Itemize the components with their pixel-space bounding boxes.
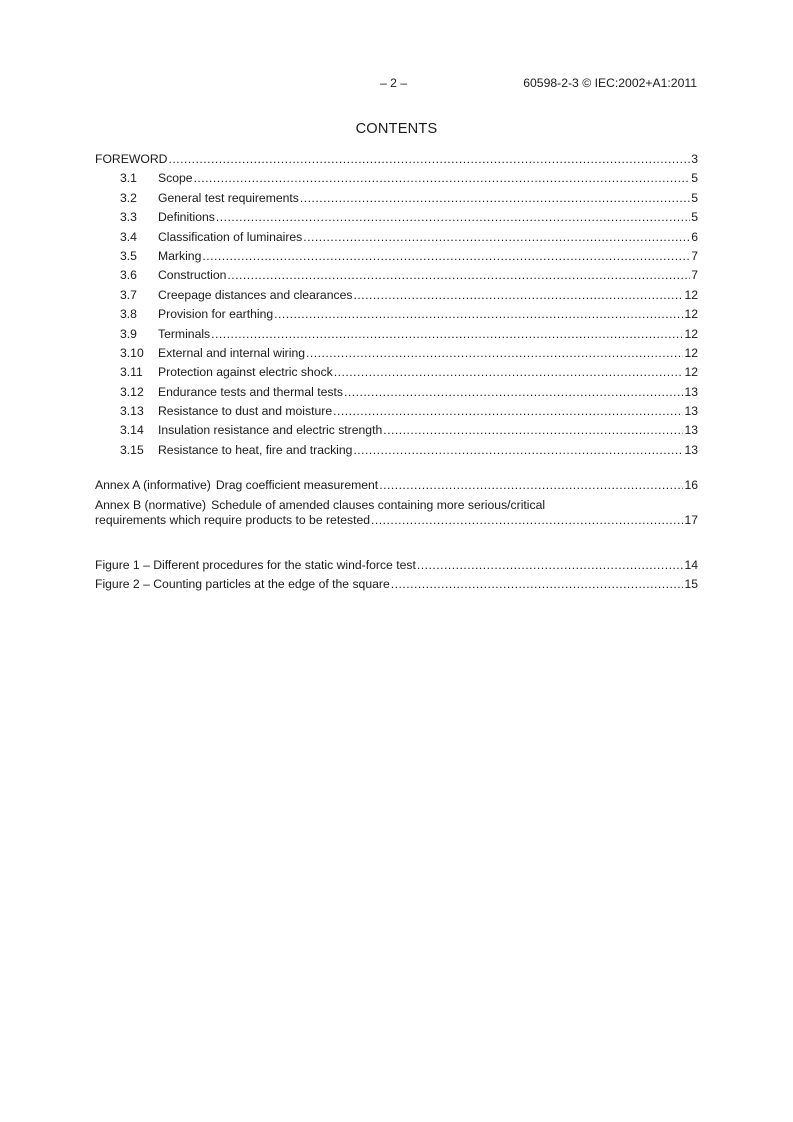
toc-entry-page: 7 xyxy=(691,248,698,263)
toc-entry-page: 13 xyxy=(684,384,698,399)
toc-entry-title: FOREWORD xyxy=(95,152,168,166)
toc-entry-title: Protection against electric shock xyxy=(158,365,333,380)
toc-entry-page: 13 xyxy=(684,442,698,457)
toc-entry-title: Resistance to heat, fire and tracking xyxy=(158,442,353,457)
toc-entry-page: 12 xyxy=(684,326,698,341)
toc-entry[interactable] xyxy=(95,365,698,384)
toc-entry-page: 12 xyxy=(684,287,698,302)
clause-number: 3.9 xyxy=(120,326,137,341)
clause-number: 3.15 xyxy=(120,442,144,457)
dot-leader xyxy=(344,385,683,400)
dot-leader xyxy=(333,404,683,419)
toc-entry[interactable] xyxy=(95,346,698,365)
toc-entry[interactable] xyxy=(95,385,698,404)
toc-entry-title: Provision for earthing xyxy=(158,307,274,322)
toc-entry-title: External and internal wiring xyxy=(158,345,306,360)
page-header xyxy=(0,76,793,92)
page-number: – 2 – xyxy=(380,76,408,90)
toc-entry[interactable] xyxy=(95,307,698,326)
table-of-contents xyxy=(95,152,698,596)
toc-entry-page: 14 xyxy=(684,557,698,572)
toc-entry-page: 13 xyxy=(684,423,698,438)
toc-entry-page: 13 xyxy=(684,404,698,419)
toc-entry[interactable] xyxy=(95,268,698,287)
dot-leader xyxy=(353,288,683,303)
toc-entry-title: General test requirements xyxy=(158,190,299,205)
spacer xyxy=(95,536,698,558)
toc-entry-figure[interactable] xyxy=(95,558,698,577)
toc-entry[interactable] xyxy=(95,171,698,190)
toc-entry-page: 5 xyxy=(691,210,698,225)
toc-entry-annex-a[interactable] xyxy=(95,478,698,497)
dot-leader xyxy=(353,443,683,458)
dot-leader xyxy=(227,268,690,283)
toc-entry[interactable] xyxy=(95,230,698,249)
toc-entry-title: Endurance tests and thermal tests xyxy=(158,384,343,399)
toc-entry-page: 6 xyxy=(691,229,698,244)
clause-number: 3.13 xyxy=(120,404,144,419)
toc-entry-title: Construction xyxy=(158,268,227,283)
toc-entry[interactable] xyxy=(95,191,698,210)
dot-leader xyxy=(303,230,690,245)
toc-entry-title: Figure 1 – Different procedures for the static wind-force test xyxy=(95,557,416,572)
toc-entry-page: 16 xyxy=(684,478,698,493)
clause-number: 3.8 xyxy=(120,307,137,322)
dot-leader xyxy=(194,171,691,186)
toc-entry-page: 3 xyxy=(691,152,698,166)
toc-entry[interactable] xyxy=(95,404,698,423)
toc-entry-title: Drag coefficient measurement xyxy=(215,478,379,493)
clause-number: 3.10 xyxy=(120,345,144,360)
dot-leader xyxy=(168,152,690,167)
toc-entry-title: Creepage distances and clearances xyxy=(158,287,353,302)
toc-entry-page: 17 xyxy=(684,512,698,527)
dot-leader xyxy=(391,577,684,592)
toc-entry-annex-b[interactable] xyxy=(95,498,698,536)
toc-entry-foreword[interactable] xyxy=(95,152,698,171)
toc-entry-page: 5 xyxy=(691,190,698,205)
clause-number: 3.2 xyxy=(120,190,137,205)
dot-leader xyxy=(211,327,683,342)
toc-entry-page: 12 xyxy=(684,345,698,360)
dot-leader xyxy=(383,423,683,438)
toc-entry[interactable] xyxy=(95,249,698,268)
standard-reference: 60598-2-3 © IEC:2002+A1:2011 xyxy=(523,76,697,90)
dot-leader xyxy=(202,249,690,264)
toc-entry[interactable] xyxy=(95,327,698,346)
dot-leader xyxy=(300,191,690,206)
clause-number: 3.4 xyxy=(120,229,137,244)
dot-leader xyxy=(306,346,683,361)
clause-number: 3.12 xyxy=(120,384,144,399)
toc-entry-title: Classification of luminaires xyxy=(158,229,303,244)
toc-entry-page: 7 xyxy=(691,268,698,283)
toc-entry-title: Marking xyxy=(158,248,202,263)
clause-number: 3.7 xyxy=(120,287,137,302)
toc-entry-title-line2: requirements which require products to be retested xyxy=(95,512,371,527)
toc-entry-title: Definitions xyxy=(158,210,215,225)
toc-entry-figure[interactable] xyxy=(95,577,698,596)
clause-number: 3.11 xyxy=(120,365,143,380)
toc-entry[interactable] xyxy=(95,288,698,307)
toc-entry[interactable] xyxy=(95,210,698,229)
toc-entry[interactable] xyxy=(95,423,698,442)
toc-entry-title: Terminals xyxy=(158,326,211,341)
spacer xyxy=(95,462,698,478)
annex-label: Annex B (normative) xyxy=(95,497,207,512)
dot-leader xyxy=(417,558,684,573)
dot-leader xyxy=(334,365,684,380)
dot-leader xyxy=(216,210,690,225)
toc-entry-page: 15 xyxy=(684,577,698,592)
toc-entry-title: Scope xyxy=(158,171,193,186)
toc-entry-title: Resistance to dust and moisture xyxy=(158,404,333,419)
toc-entry-page: 12 xyxy=(684,307,698,322)
clause-number: 3.3 xyxy=(120,210,137,225)
toc-entry-title: Figure 2 – Counting particles at the edge of the square xyxy=(95,577,390,592)
clause-number: 3.5 xyxy=(120,248,137,263)
page-title: CONTENTS xyxy=(355,121,438,137)
clause-number: 3.14 xyxy=(120,423,144,438)
toc-entry-title: Insulation resistance and electric strength xyxy=(158,423,383,438)
toc-entry-title-line1: Schedule of amended clauses containing more serious/critical xyxy=(211,497,546,512)
toc-entry[interactable] xyxy=(95,443,698,462)
toc-entry-page: 5 xyxy=(691,171,698,186)
annex-label: Annex A (informative) xyxy=(95,478,211,493)
dot-leader xyxy=(379,478,683,493)
dot-leader xyxy=(371,513,683,528)
dot-leader xyxy=(274,307,683,322)
clause-number: 3.6 xyxy=(120,268,137,283)
toc-entry-page: 12 xyxy=(684,365,698,380)
clause-number: 3.1 xyxy=(120,171,137,186)
